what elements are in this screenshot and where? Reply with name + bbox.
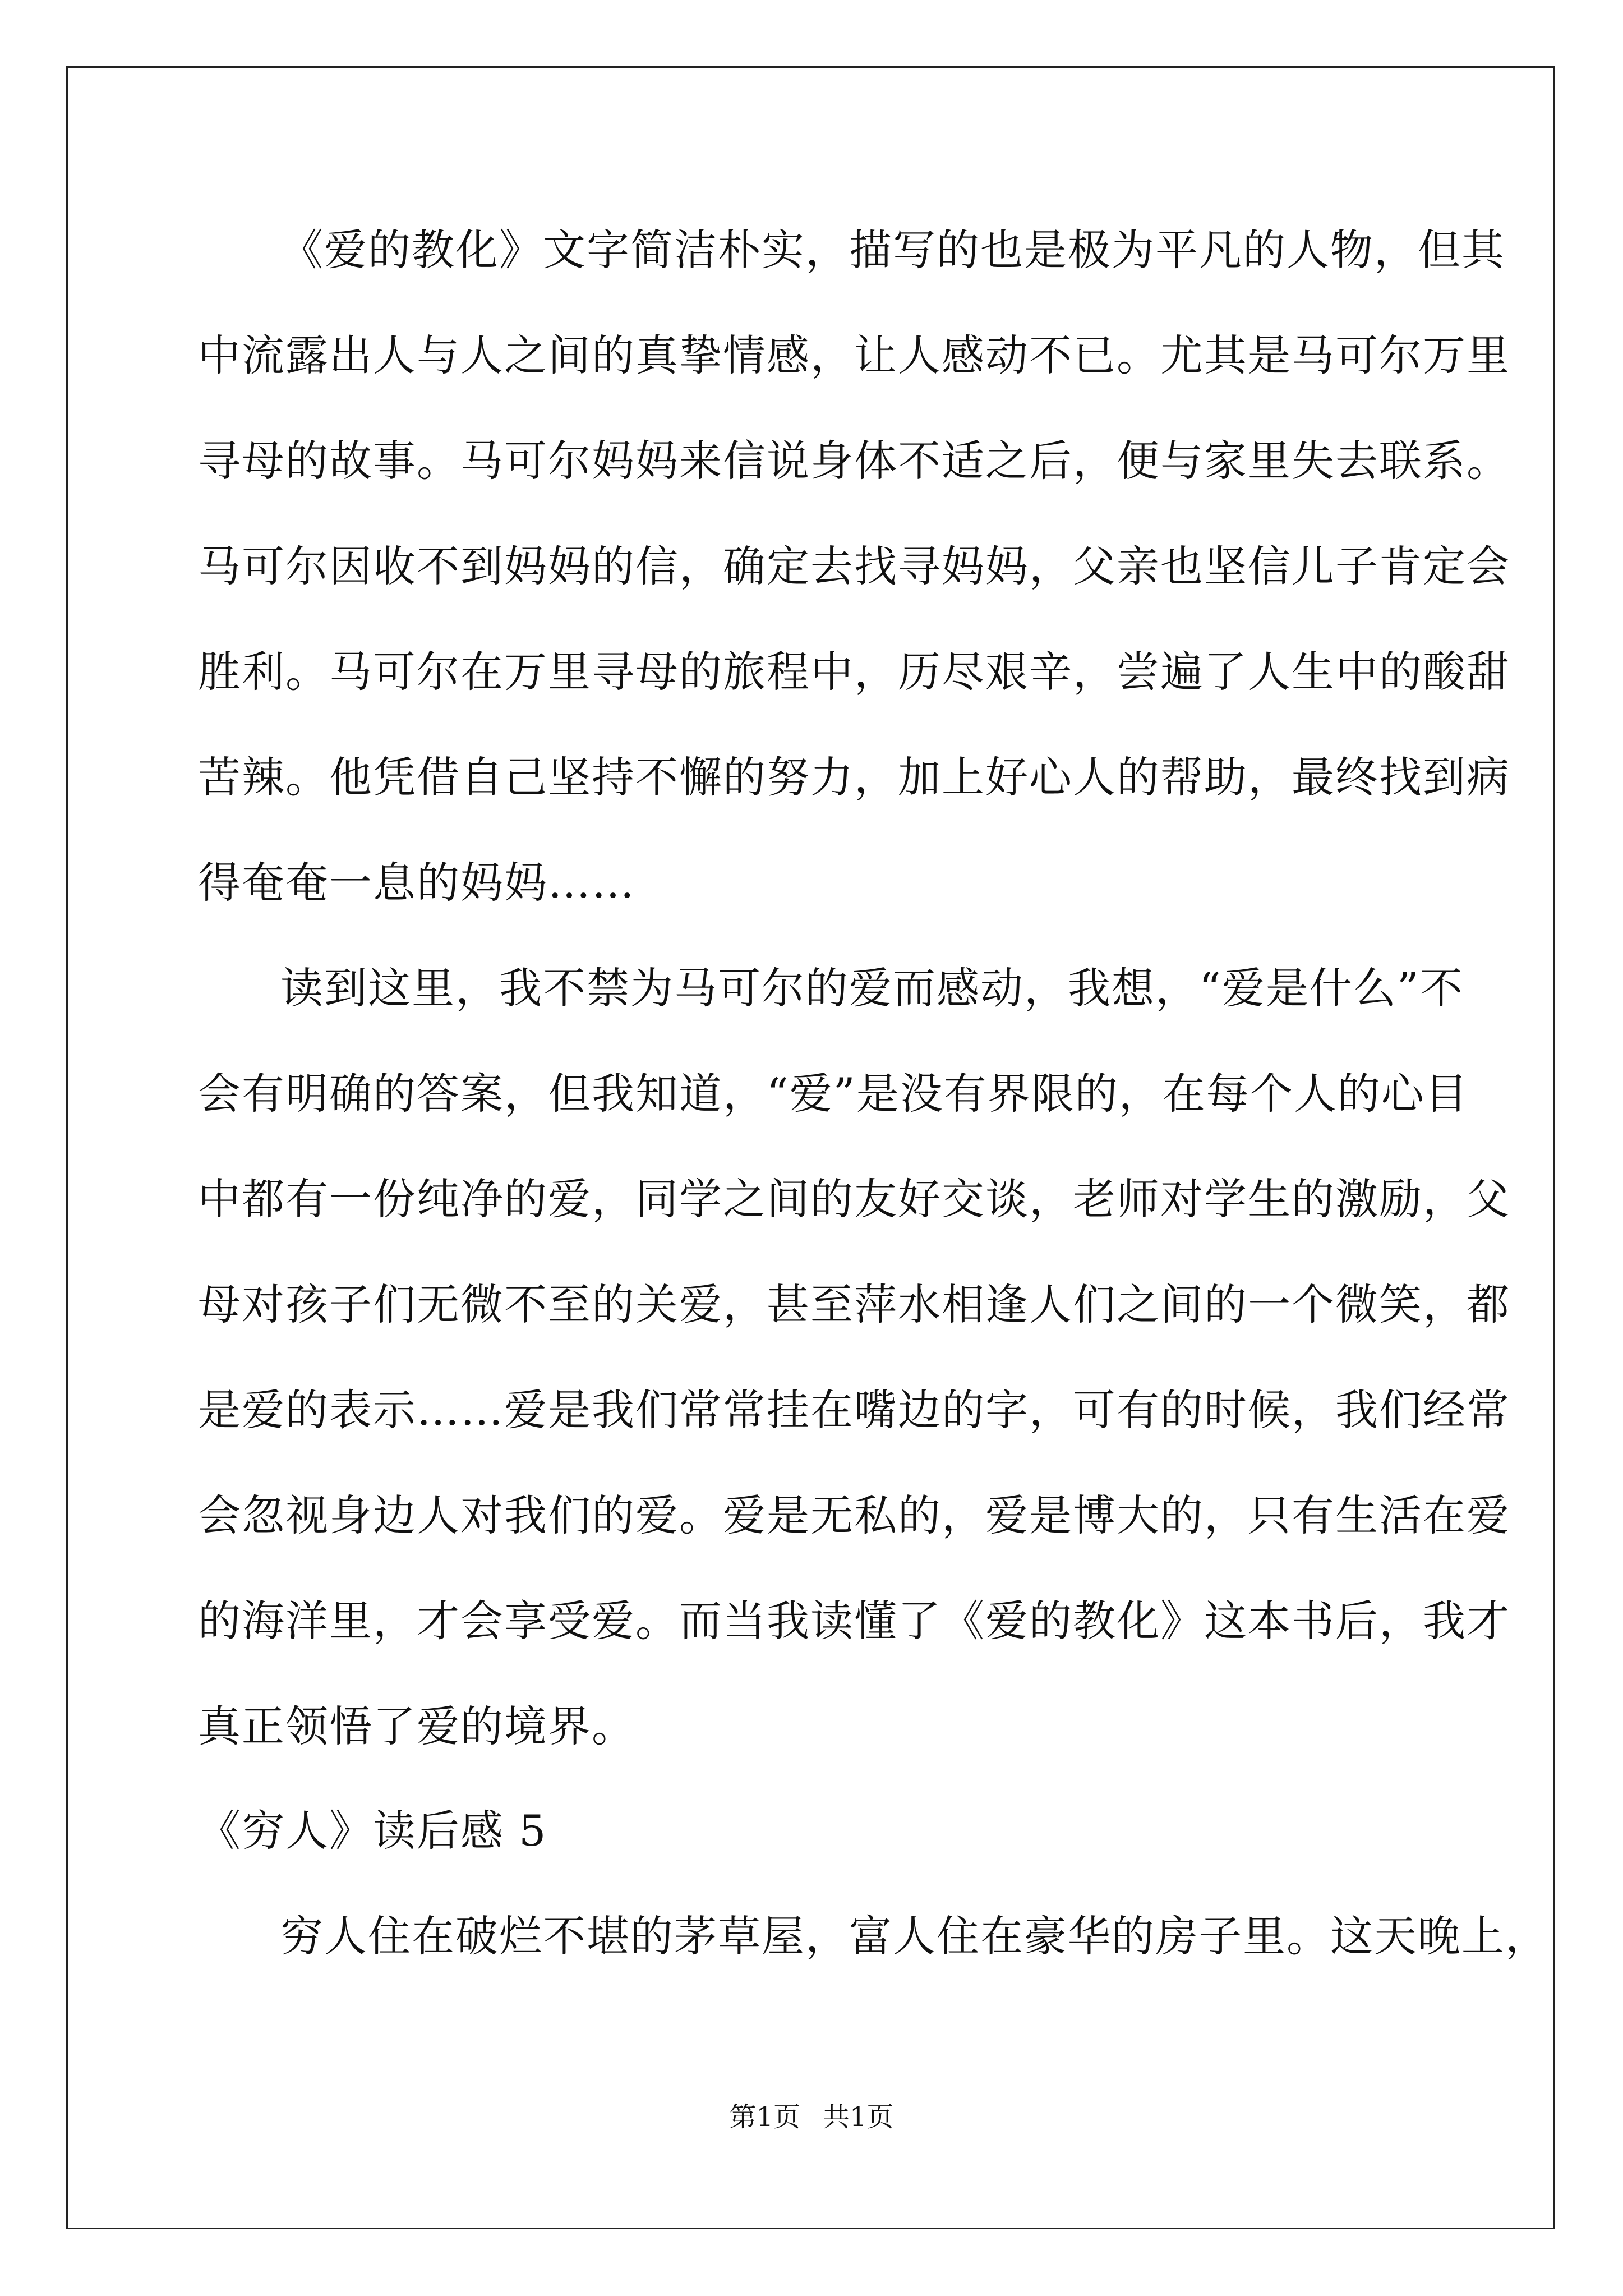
paragraph-1-line-7: 得奄奄一息的妈妈……	[198, 858, 635, 908]
paragraph-2-line-3: 中都有一份纯净的爱，同学之间的友好交谈，老师对学生的激励，父	[198, 1174, 1510, 1224]
page-number-total: 共1页	[823, 2101, 894, 2133]
section-heading: 《穷人》读后感 5	[198, 1806, 547, 1856]
paragraph-2-line-8: 真正领悟了爱的境界。	[198, 1701, 635, 1751]
page-number-current: 第1页	[729, 2101, 800, 2133]
paragraph-2-line-2: 会有明确的答案，但我知道，“爱”是没有界限的，在每个人的心目	[198, 1069, 1469, 1119]
paragraph-2-line-4: 母对孩子们无微不至的关爱，甚至萍水相逢人们之间的一个微笑，都	[198, 1280, 1510, 1329]
paragraph-1-line-1: 《爱的教化》文字简洁朴实，描写的也是极为平凡的人物，但其	[280, 225, 1505, 275]
paragraph-2-line-6: 会忽视身边人对我们的爱。爱是无私的，爱是博大的，只有生活在爱	[198, 1490, 1510, 1540]
paragraph-2-line-1: 读到这里，我不禁为马可尔的爱而感动，我想，“爱是什么”不	[280, 963, 1464, 1013]
paragraph-1-line-6: 苦辣。他凭借自己坚持不懈的努力，加上好心人的帮助，最终找到病	[198, 752, 1510, 802]
page-footer	[0, 2101, 1623, 2133]
paragraph-1-line-4: 马可尔因收不到妈妈的信，确定去找寻妈妈，父亲也坚信儿子肯定会	[198, 541, 1510, 591]
paragraph-3-line-1: 穷人住在破烂不堪的茅草屋，富人住在豪华的房子里。这天晚上，	[280, 1911, 1549, 1961]
page-border	[66, 66, 1555, 2229]
paragraph-1-line-5: 胜利。马可尔在万里寻母的旅程中，历尽艰辛，尝遍了人生中的酸甜	[198, 647, 1510, 697]
paragraph-1-line-2: 中流露出人与人之间的真挚情感，让人感动不已。尤其是马可尔万里	[198, 330, 1510, 380]
paragraph-1-line-3: 寻母的故事。马可尔妈妈来信说身体不适之后，便与家里失去联系。	[198, 436, 1510, 486]
paragraph-2-line-5: 是爱的表示……爱是我们常常挂在嘴边的字，可有的时候，我们经常	[198, 1385, 1510, 1435]
paragraph-2-line-7: 的海洋里，才会享受爱。而当我读懂了《爱的教化》这本书后，我才	[198, 1596, 1510, 1646]
